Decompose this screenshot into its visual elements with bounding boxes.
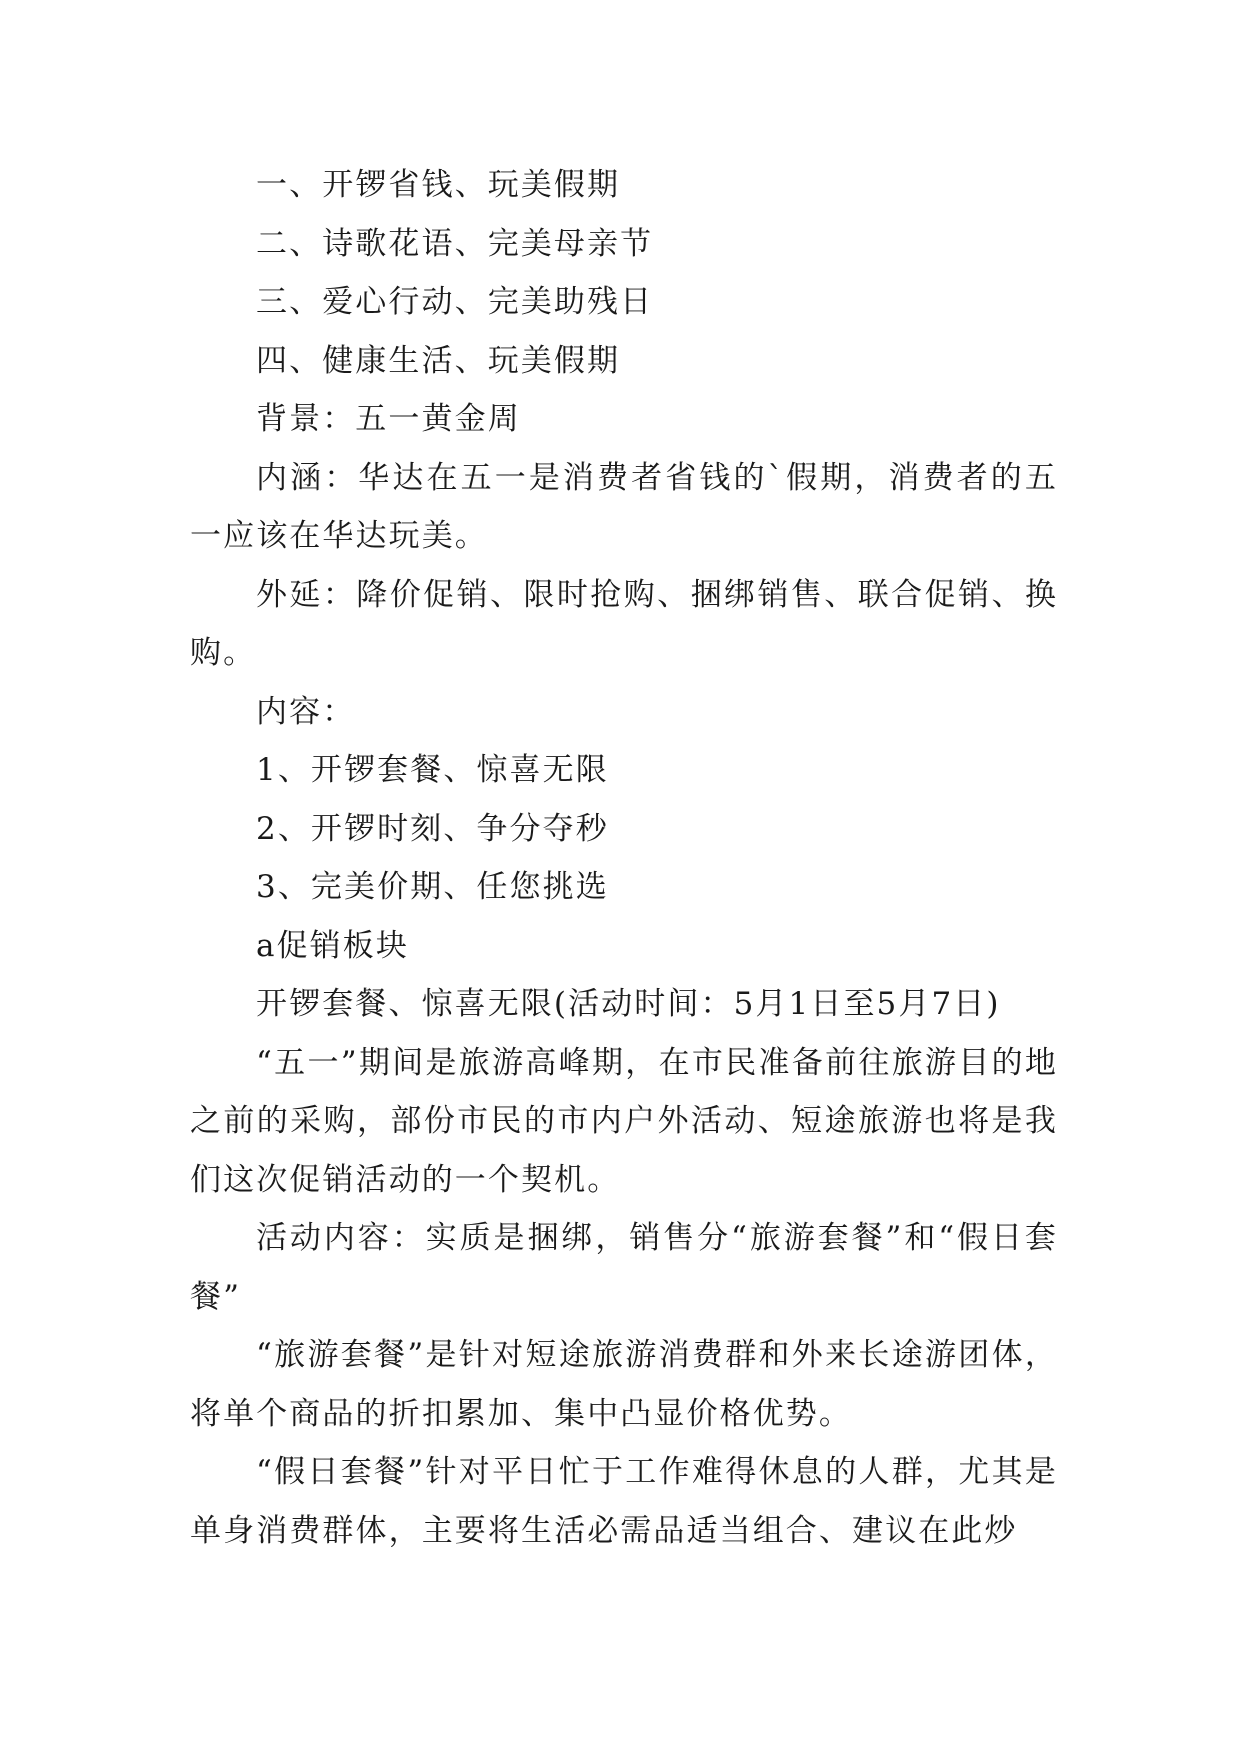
- content-item-3: 3、完美价期、任您挑选: [256, 869, 609, 905]
- list-item-2: 二、诗歌花语、完美母亲节: [256, 225, 654, 262]
- list-item-4: 四、健康生活、玩美假期: [256, 342, 621, 379]
- list-item-3: 三、爱心行动、完美助残日: [256, 284, 654, 320]
- document-body: [190, 156, 1058, 1560]
- extension-paragraph: 外延：降价促销、限时抢购、捆绑销售、联合促销、换购。: [190, 576, 1058, 671]
- body-paragraph-1: “五一”期间是旅游高峰期，在市民准备前往旅游目的地之前的采购，部份市民的市内户外活动、短途旅游也将是我们这次促销活动的一个契机。: [190, 1044, 1058, 1198]
- content-item-1: 1、开锣套餐、惊喜无限: [256, 752, 609, 788]
- content-item-2: 2、开锣时刻、争分夺秒: [256, 810, 609, 847]
- body-paragraph-2: 活动内容：实质是捆绑，销售分“旅游套餐”和“假日套餐”: [190, 1220, 1058, 1315]
- activity-title: 开锣套餐、惊喜无限(活动时间：5月1日至5月7日): [256, 986, 1001, 1022]
- connotation-paragraph: 内涵：华达在五一是消费者省钱的`假期，消费者的五一应该在华达玩美。: [190, 459, 1058, 554]
- list-item-1: 一、开锣省钱、玩美假期: [256, 167, 621, 203]
- background-paragraph: 背景：五一黄金周: [256, 401, 521, 437]
- section-heading: a促销板块: [256, 927, 409, 964]
- body-paragraph-3: “旅游套餐”是针对短途旅游消费群和外来长途游团体，将单个商品的折扣累加、集中凸显价格优势。: [190, 1337, 1058, 1432]
- content-heading: 内容：: [256, 693, 356, 730]
- body-paragraph-4: “假日套餐”针对平日忙于工作难得休息的人群，尤其是单身消费群体，主要将生活必需品适当组合、建议在此炒: [190, 1454, 1058, 1549]
